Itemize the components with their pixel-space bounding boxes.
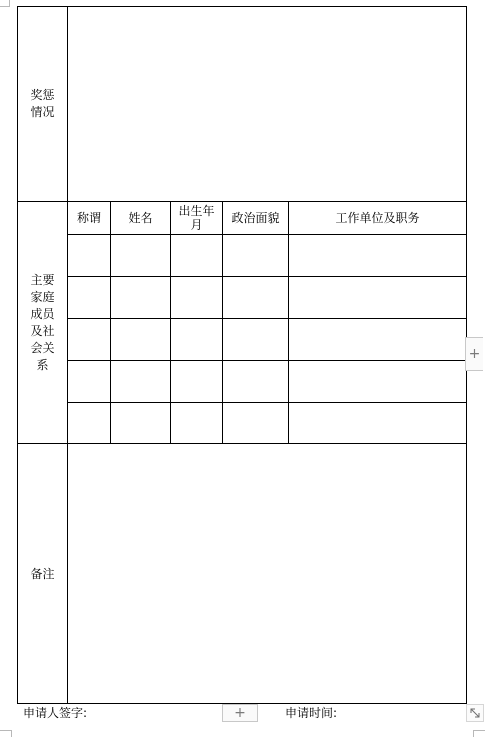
- page-corner-mark-bottom-left-v: [11, 730, 12, 737]
- family-label-line: 主要: [30, 272, 55, 287]
- family-label-line: 及社: [30, 323, 55, 338]
- table-row[interactable]: [68, 403, 466, 443]
- table-row[interactable]: [68, 319, 466, 360]
- add-column-button[interactable]: [465, 337, 483, 371]
- rewards-label-line: 奖惩: [30, 88, 55, 102]
- plus-icon: +: [468, 346, 481, 362]
- rewards-label-cell: [18, 7, 67, 201]
- plus-icon: +: [234, 705, 246, 721]
- page-corner-mark-top-left-v: [9, 0, 10, 7]
- apply-time-label: 申请时间:: [285, 706, 338, 720]
- rewards-content-cell[interactable]: [68, 7, 466, 201]
- table-row[interactable]: [68, 361, 466, 402]
- family-label-line: 家庭: [30, 289, 55, 304]
- family-label-line: 系: [36, 357, 49, 372]
- family-header-birth-line: 月: [190, 218, 203, 232]
- applicant-signature-label: 申请人签字:: [23, 706, 88, 720]
- add-row-button[interactable]: [222, 704, 258, 722]
- rewards-label-line: 情况: [30, 105, 55, 119]
- remarks-label-cell: [18, 444, 67, 703]
- family-header-title: 称谓: [76, 211, 101, 225]
- remarks-label: 备注: [30, 566, 55, 581]
- family-header-birth: [171, 202, 222, 234]
- page-corner-mark-bottom-right-v: [473, 730, 474, 737]
- family-label-cell: [18, 202, 67, 443]
- family-header-workplace: 工作单位及职务: [335, 211, 420, 225]
- remarks-content-cell[interactable]: [68, 444, 466, 703]
- family-header-political-status: 政治面貌: [231, 211, 280, 225]
- table-row[interactable]: [68, 277, 466, 318]
- family-header-name: 姓名: [128, 211, 153, 225]
- page-corner-mark-bottom-right: [473, 730, 485, 731]
- family-label-line: 会关: [30, 340, 55, 355]
- table-resize-handle[interactable]: [466, 704, 484, 722]
- family-header-birth-line: 出生年: [178, 204, 215, 218]
- table-row[interactable]: [68, 235, 466, 276]
- resize-diagonal-icon: [467, 705, 483, 721]
- family-label-line: 成员: [30, 306, 55, 321]
